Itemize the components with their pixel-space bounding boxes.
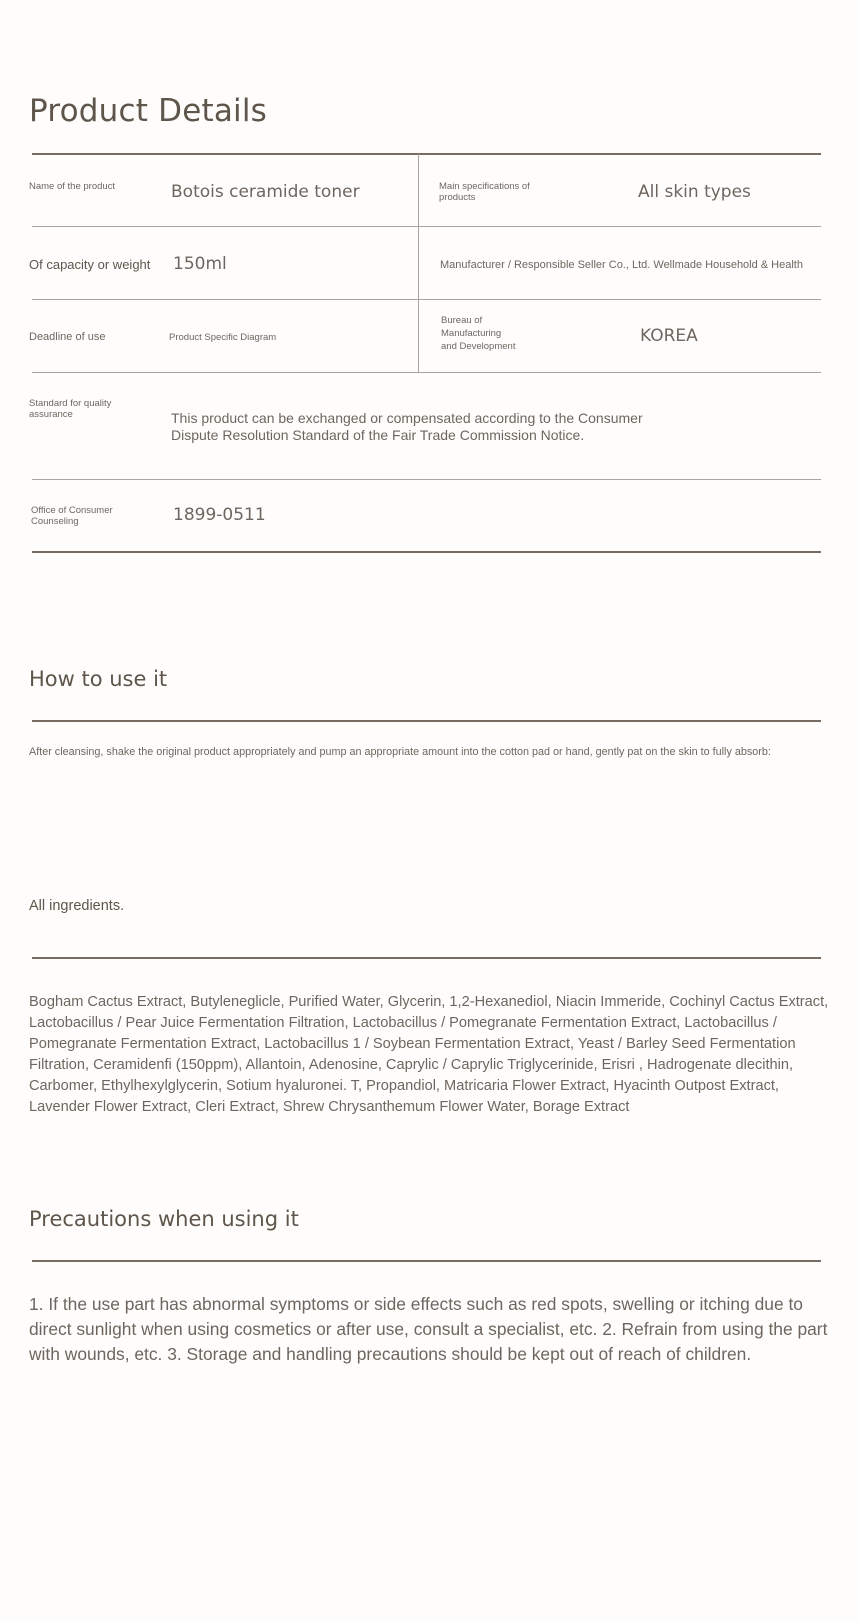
divider bbox=[32, 153, 821, 155]
divider bbox=[32, 372, 821, 373]
precautions-text: 1. If the use part has abnormal symptoms or side effects such as red spots, swelling or itching due to direct sunlight when using cosmetics or after use, consult a specialist, etc. 2. Refrain from using the part with wounds, etc. 3. Storage and handling precautions should be kept out of reach of children. bbox=[29, 1294, 828, 1364]
divider bbox=[32, 1260, 821, 1262]
office-label: Office of Consumer Counseling bbox=[31, 505, 113, 527]
deadline-label: Deadline of use bbox=[29, 331, 106, 343]
divider bbox=[32, 720, 821, 722]
deadline-value: Product Specific Diagram bbox=[169, 332, 277, 343]
column-divider bbox=[418, 154, 419, 373]
name-value: Botois ceramide toner bbox=[171, 182, 360, 202]
usage-text: After cleansing, shake the original product appropriately and pump an appropriate amount into the cotton pad or hand, gently pat on the skin to fully absorb: bbox=[29, 746, 771, 758]
ingredients-title: All ingredients. bbox=[29, 898, 125, 914]
office-value: 1899-0511 bbox=[173, 505, 266, 525]
bureau-label: Bureau of Manufacturing and Development bbox=[441, 315, 516, 352]
divider bbox=[32, 479, 821, 480]
product-details-title: Product Details bbox=[29, 93, 268, 129]
quality-label: Standard for quality assurance bbox=[29, 398, 112, 420]
divider bbox=[32, 957, 821, 959]
divider bbox=[32, 226, 821, 227]
manufacturer-text: Manufacturer / Responsible Seller Co., Ltd. Wellmade Household & Health bbox=[440, 259, 803, 271]
name-label: Name of the product bbox=[29, 181, 116, 192]
ingredients-text: Bogham Cactus Extract, Butyleneglicle, Purified Water, Glycerin, 1,2-Hexanediol, Niacin Immeride, Cochinyl Cactus Extract, Lactobacillus / Pear Juice Fermentation Filtration, Lactobacillus / Pomegranate Fermentation Extract, Lactobacillus / Pomegranate Fermentation Extract, Lactobacillus 1 / Soybean Fermentation Extract, Yeast / Barley Seed Fermentation Filtration, Ceramidenfi (150ppm), Allantoin, Adenosine, Caprylic / Caprylic Triglycerinide, Erisri , Hadrogenate dlecithin, Carbomer, Ethylhexylglycerin, Sotium hyaluronei. T, Propandiol, Matricaria Flower Extract, Hyacinth Outpost Extract, Lavender Flower Extract, Cleri Extract, Shrew Chrysanthemum Flower Water, Borage Extract bbox=[29, 994, 829, 1115]
spec-label: Main specifications of products bbox=[439, 181, 530, 203]
usage-title: How to use it bbox=[29, 667, 168, 691]
capacity-label: Of capacity or weight bbox=[29, 257, 151, 272]
divider bbox=[32, 299, 821, 300]
precautions-title: Precautions when using it bbox=[29, 1207, 299, 1231]
quality-value: This product can be exchanged or compensated according to the Consumer Dispute Resolution Standard of the Fair Trade Commission Notice. bbox=[171, 410, 643, 443]
spec-value: All skin types bbox=[638, 182, 751, 202]
bureau-value: KOREA bbox=[640, 326, 698, 346]
divider bbox=[32, 551, 821, 553]
capacity-value: 150ml bbox=[173, 254, 227, 274]
